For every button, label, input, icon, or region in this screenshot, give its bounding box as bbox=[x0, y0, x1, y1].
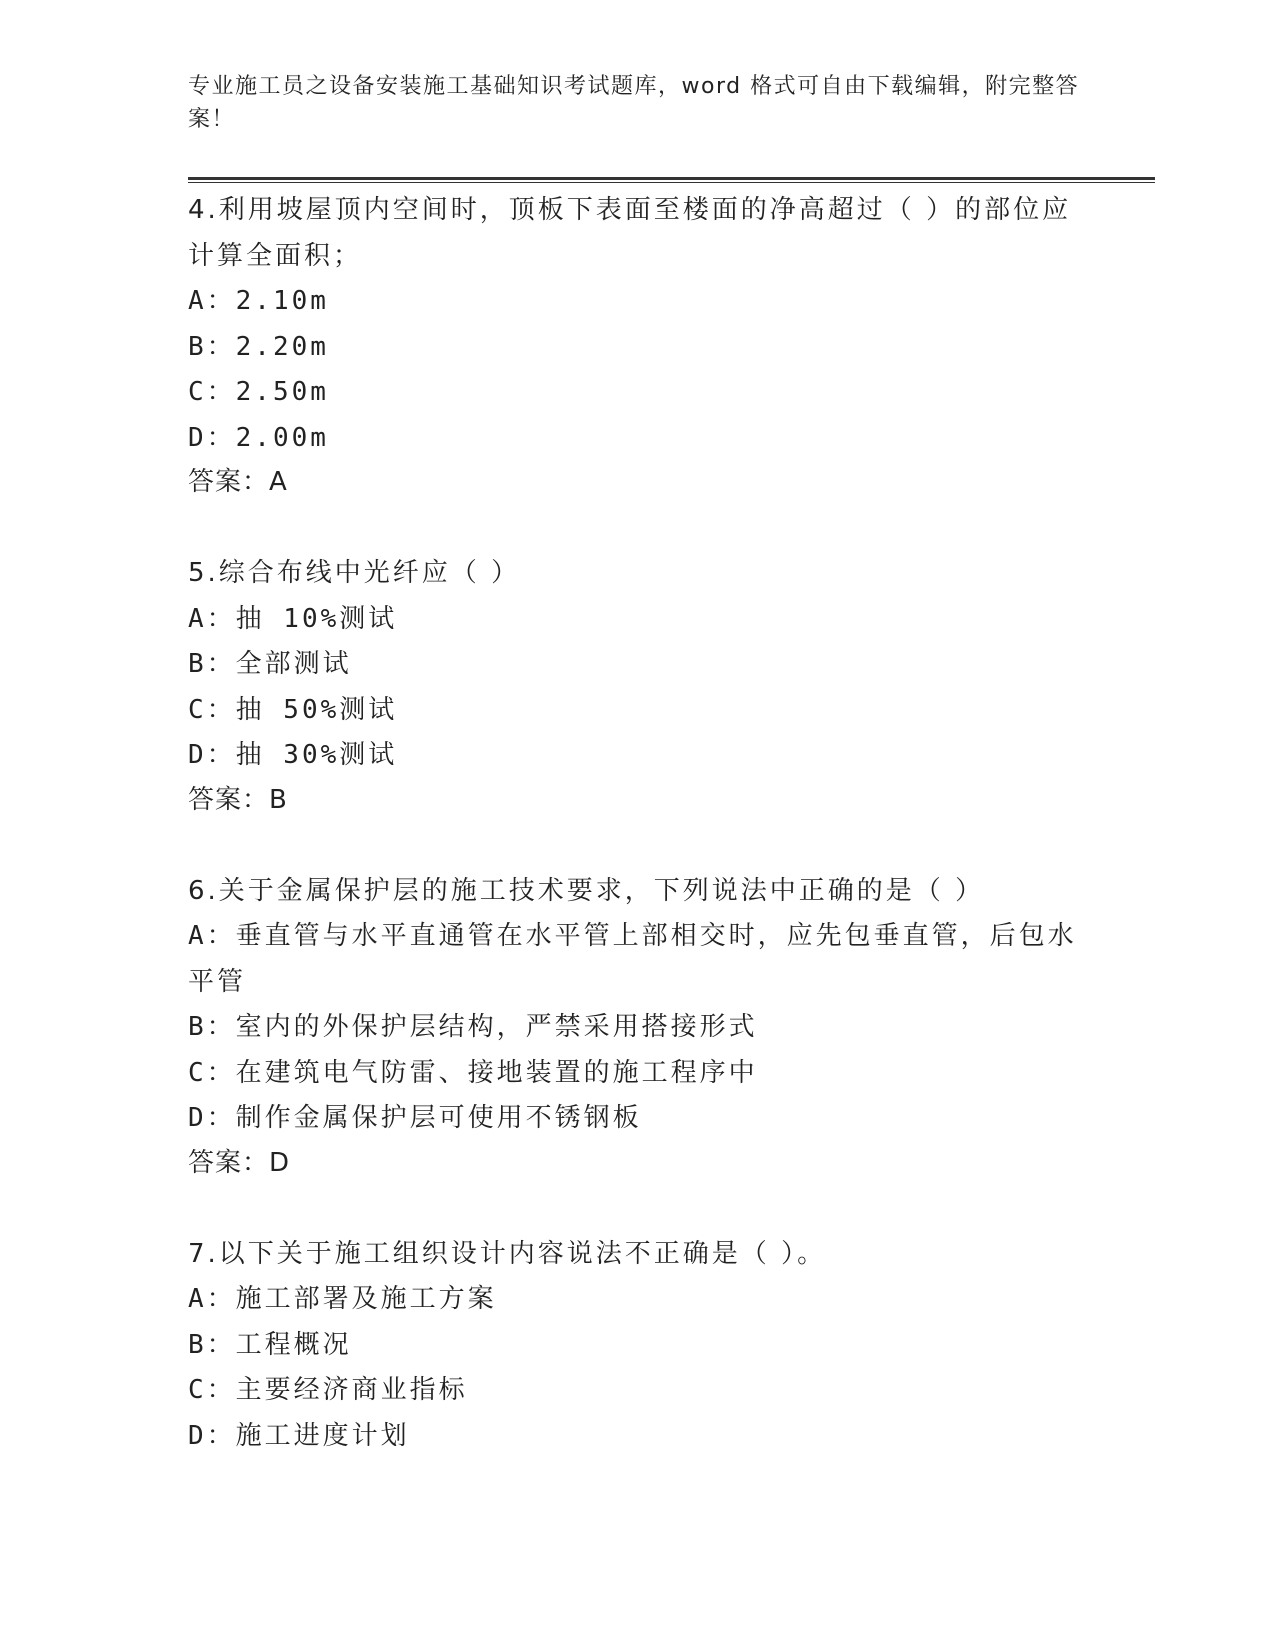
option-c: C：抽 50%测试 bbox=[188, 694, 398, 725]
question-stem: 4.利用坡屋顶内空间时，顶板下表面至楼面的净高超过（ ）的部位应计算全面积； bbox=[188, 195, 1072, 271]
option-c: C：在建筑电气防雷、接地装置的施工程序中 bbox=[188, 1057, 758, 1088]
answer: 答案：D bbox=[188, 1147, 291, 1178]
option-c: C：主要经济商业指标 bbox=[188, 1375, 468, 1405]
option-d: D：施工进度计划 bbox=[188, 1420, 410, 1451]
question-stem: 7.以下关于施工组织设计内容说法不正确是（ ）。 bbox=[188, 1238, 827, 1269]
question-7 bbox=[188, 1232, 1088, 1460]
option-a: A：2.10m bbox=[188, 286, 329, 316]
option-b: B：室内的外保护层结构，严禁采用搭接形式 bbox=[188, 1012, 758, 1042]
header-divider-thick bbox=[188, 177, 1155, 180]
option-d: D：制作金属保护层可使用不锈钢板 bbox=[188, 1103, 642, 1133]
option-b: B：全部测试 bbox=[188, 649, 352, 679]
option-b: B：工程概况 bbox=[188, 1329, 352, 1360]
option-d: D：2.00m bbox=[188, 422, 329, 453]
question-list bbox=[188, 188, 1088, 1506]
option-b: B：2.20m bbox=[188, 331, 329, 362]
question-6 bbox=[188, 869, 1088, 1185]
answer: 答案：B bbox=[188, 784, 288, 815]
option-a: A：抽 10%测试 bbox=[188, 603, 398, 634]
option-a: A：施工部署及施工方案 bbox=[188, 1284, 497, 1314]
option-a: A：垂直管与水平直通管在水平管上部相交时，应先包垂直管，后包水平管 bbox=[188, 921, 1077, 997]
answer: 答案：A bbox=[188, 467, 288, 497]
question-stem: 6.关于金属保护层的施工技术要求，下列说法中正确的是（ ） bbox=[188, 875, 985, 906]
question-5 bbox=[188, 551, 1088, 822]
option-c: C：2.50m bbox=[188, 377, 329, 407]
question-4 bbox=[188, 188, 1088, 504]
question-stem: 5.综合布线中光纤应（ ） bbox=[188, 558, 521, 588]
document-header: 专业施工员之设备安装施工基础知识考试题库，word 格式可自由下载编辑，附完整答案！ bbox=[188, 74, 1080, 132]
option-d: D：抽 30%测试 bbox=[188, 740, 398, 770]
header-divider-thin bbox=[188, 182, 1155, 183]
